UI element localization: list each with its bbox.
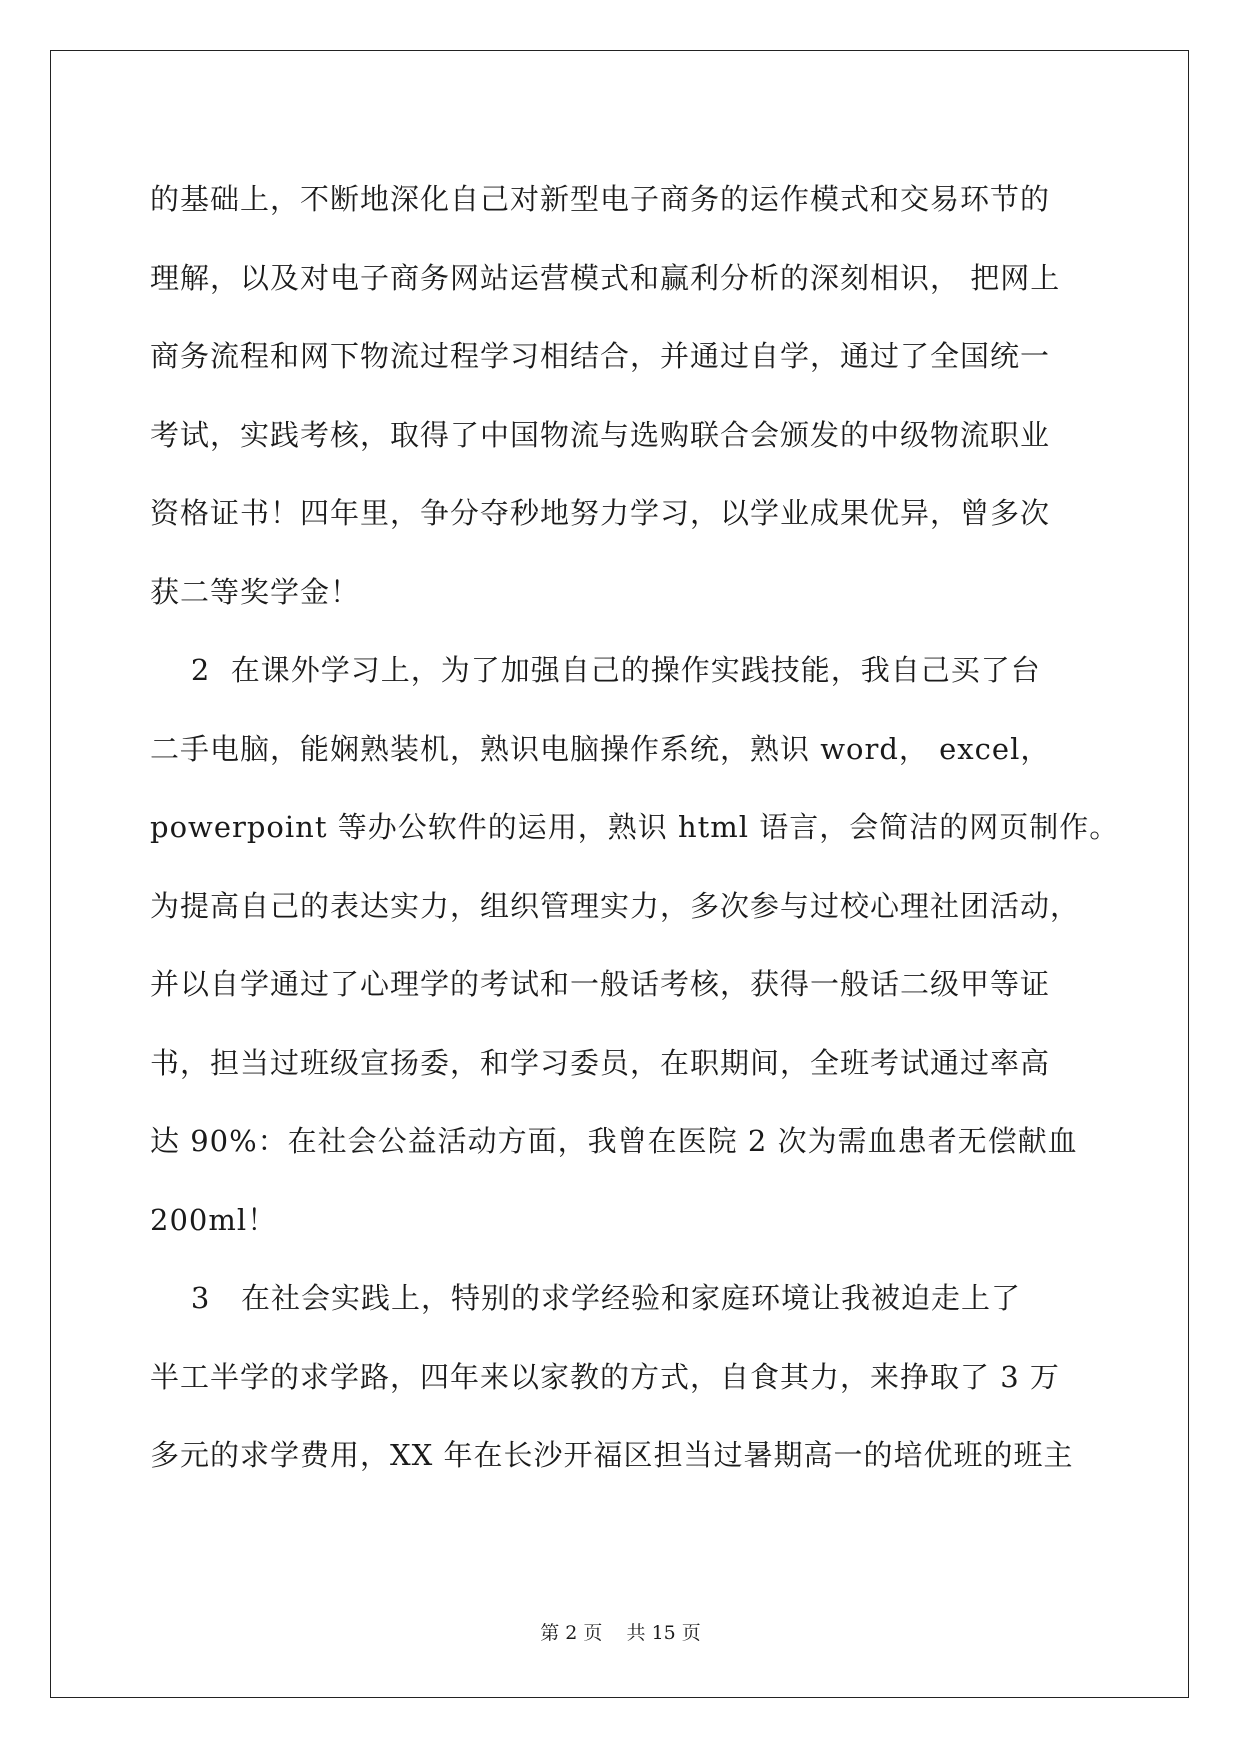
text-line: 半工半学的求学路，四年来以家教的方式，自食其力，来挣取了 3 万 — [150, 1359, 1060, 1394]
text-line: 的基础上，不断地深化自己对新型电子商务的运作模式和交易环节的 — [150, 182, 1051, 216]
text-line: 为提高自己的表达实力，组织管理实力，多次参与过校心理社团活动， — [150, 888, 1081, 923]
body-text — [150, 160, 1120, 1495]
text-line: 资格证书！四年里，争分夺秒地努力学习，以学业成果优异，曾多次 — [150, 496, 1051, 530]
text-line: 二手电脑，能娴熟装机，熟识电脑操作系统，熟识 word， excel， — [150, 731, 1051, 766]
text-line: 3 在社会实践上，特别的求学经验和家庭环境让我被迫走上了 — [150, 1281, 1021, 1315]
text-line: 200ml！ — [150, 1202, 278, 1237]
text-line: 书，担当过班级宣扬委，和学习委员，在职期间，全班考试通过率高 — [150, 1045, 1051, 1080]
page-number-footer: 第 2 页 共 15 页 — [540, 1622, 701, 1644]
text-line: 获二等奖学金！ — [150, 574, 361, 609]
text-line: 并以自学通过了心理学的考试和一般话考核，获得一般话二级甲等证 — [150, 967, 1051, 1001]
text-line: 商务流程和网下物流过程学习相结合，并通过自学，通过了全国统一 — [150, 339, 1051, 373]
text-line: 达 90%：在社会公益活动方面，我曾在医院 2 次为需血患者无偿献血 — [150, 1124, 1078, 1158]
text-line: 理解，以及对电子商务网站运营模式和赢利分析的深刻相识， 把网上 — [150, 260, 1061, 295]
text-line: powerpoint 等办公软件的运用，熟识 html 语言，会简洁的网页制作。 — [150, 810, 1120, 844]
text-line: 2 在课外学习上，为了加强自己的操作实践技能，我自己买了台 — [150, 653, 1041, 687]
text-line: 多元的求学费用，XX 年在长沙开福区担当过暑期高一的培优班的班主 — [150, 1438, 1074, 1472]
text-line: 考试，实践考核，取得了中国物流与选购联合会颁发的中级物流职业 — [150, 417, 1051, 452]
